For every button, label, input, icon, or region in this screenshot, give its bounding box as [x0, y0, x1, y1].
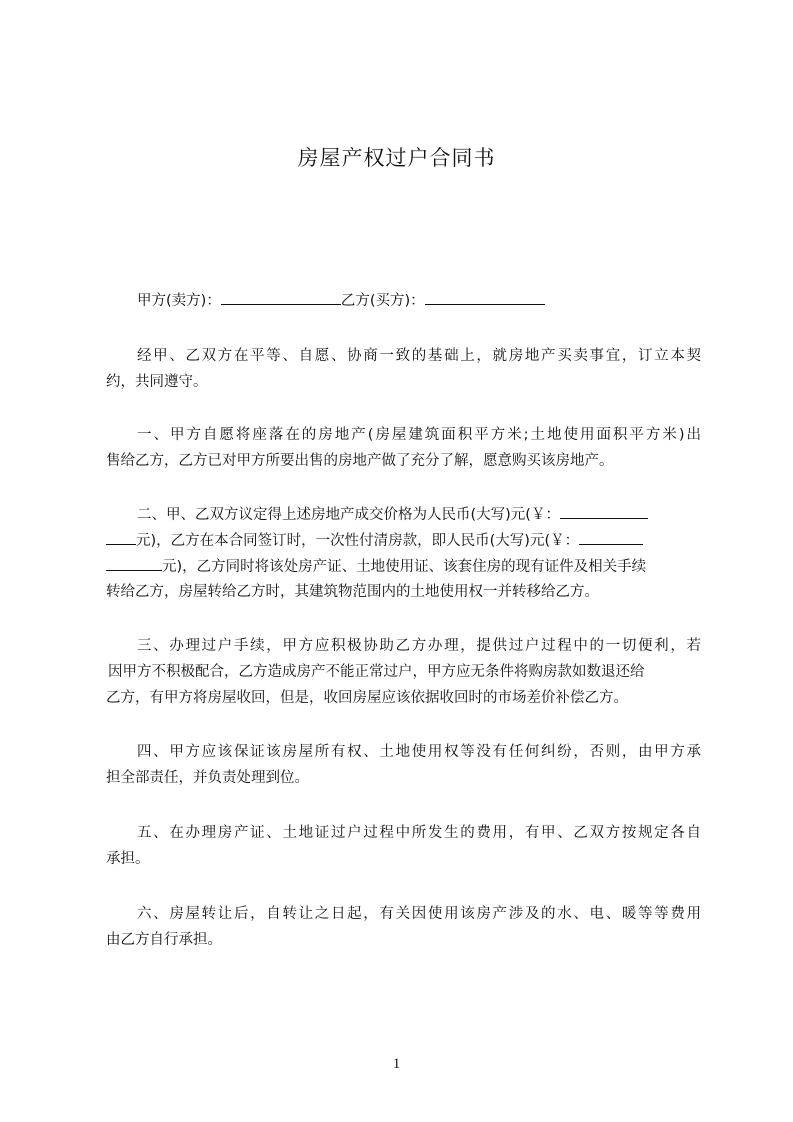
clause-3-line-2: 因甲方不积极配合，乙方造成房产不能正常过户，甲方应无条件将购房款如数退还给 — [108, 664, 645, 680]
parties-line — [137, 290, 597, 311]
intro-line-1: 经甲、乙双方在平等、自愿、协商一致的基础上，就房地产买卖事宜，订立本契 — [137, 348, 701, 364]
clause-2-line-4: 转给乙方，房屋转给乙方时，其建筑物范围内的土地使用权一并转移给乙方。 — [106, 584, 599, 600]
clause-2-text-1: 二、甲、乙双方议定得上述房地产成交价格为人民币(大写)元(￥： — [137, 507, 560, 523]
buyer-label: 乙方(买方)： — [340, 293, 425, 309]
price-number-blank-1 — [560, 504, 648, 519]
seller-blank — [221, 290, 341, 305]
clause-5-line-1: 五、在办理房产证、土地证过户过程中所发生的费用，有甲、乙双方按规定各自 — [137, 825, 701, 841]
page-number: 1 — [392, 1056, 401, 1072]
clause-2-text-3: 元)，乙方同时将该处房产证、土地使用证、该套住房的现有证件及相关手续 — [162, 559, 647, 575]
clause-6-line-1: 六、房屋转让后，自转让之日起，有关因使用该房产涉及的水、电、暖等等费用 — [137, 906, 701, 922]
clause-5-line-2: 承担。 — [106, 851, 150, 867]
price-number-blank-2-cont — [106, 556, 162, 571]
clause-2-text-2: 元)，乙方在本合同签订时，一次性付清房款，即人民币(大写)元(￥： — [136, 533, 580, 549]
clause-1-line-2: 售给乙方，乙方已对甲方所要出售的房地产做了充分了解，愿意购买该房地产。 — [106, 453, 614, 469]
clause-2-line-3 — [106, 556, 701, 577]
intro-line-2: 约，共同遵守。 — [106, 374, 208, 390]
clause-2-line-2 — [106, 530, 701, 551]
buyer-blank — [425, 290, 545, 305]
clause-6-line-2: 由乙方自行承担。 — [106, 932, 222, 948]
clause-4-line-2: 担全部责任，并负责处理到位。 — [106, 770, 309, 786]
clause-3-line-3: 乙方，有甲方将房屋收回，但是，收回房屋应该依据收回时的市场差价补偿乙方。 — [106, 690, 628, 706]
page-title: 房屋产权过户合同书 — [297, 146, 496, 170]
seller-label: 甲方(卖方)： — [137, 293, 221, 309]
clause-1-line-1: 一、甲方自愿将座落在的房地产(房屋建筑面积平方米;土地使用面积平方米)出 — [137, 427, 701, 443]
price-number-blank-1-cont — [106, 530, 136, 545]
price-number-blank-2 — [579, 530, 643, 545]
clause-3-line-1: 三、办理过户手续，甲方应积极协助乙方办理，提供过户过程中的一切便利，若 — [137, 638, 701, 654]
clause-2-line-1 — [137, 504, 701, 525]
clause-4-line-1: 四、甲方应该保证该房屋所有权、土地使用权等没有任何纠纷，否则，由甲方承 — [137, 744, 701, 760]
